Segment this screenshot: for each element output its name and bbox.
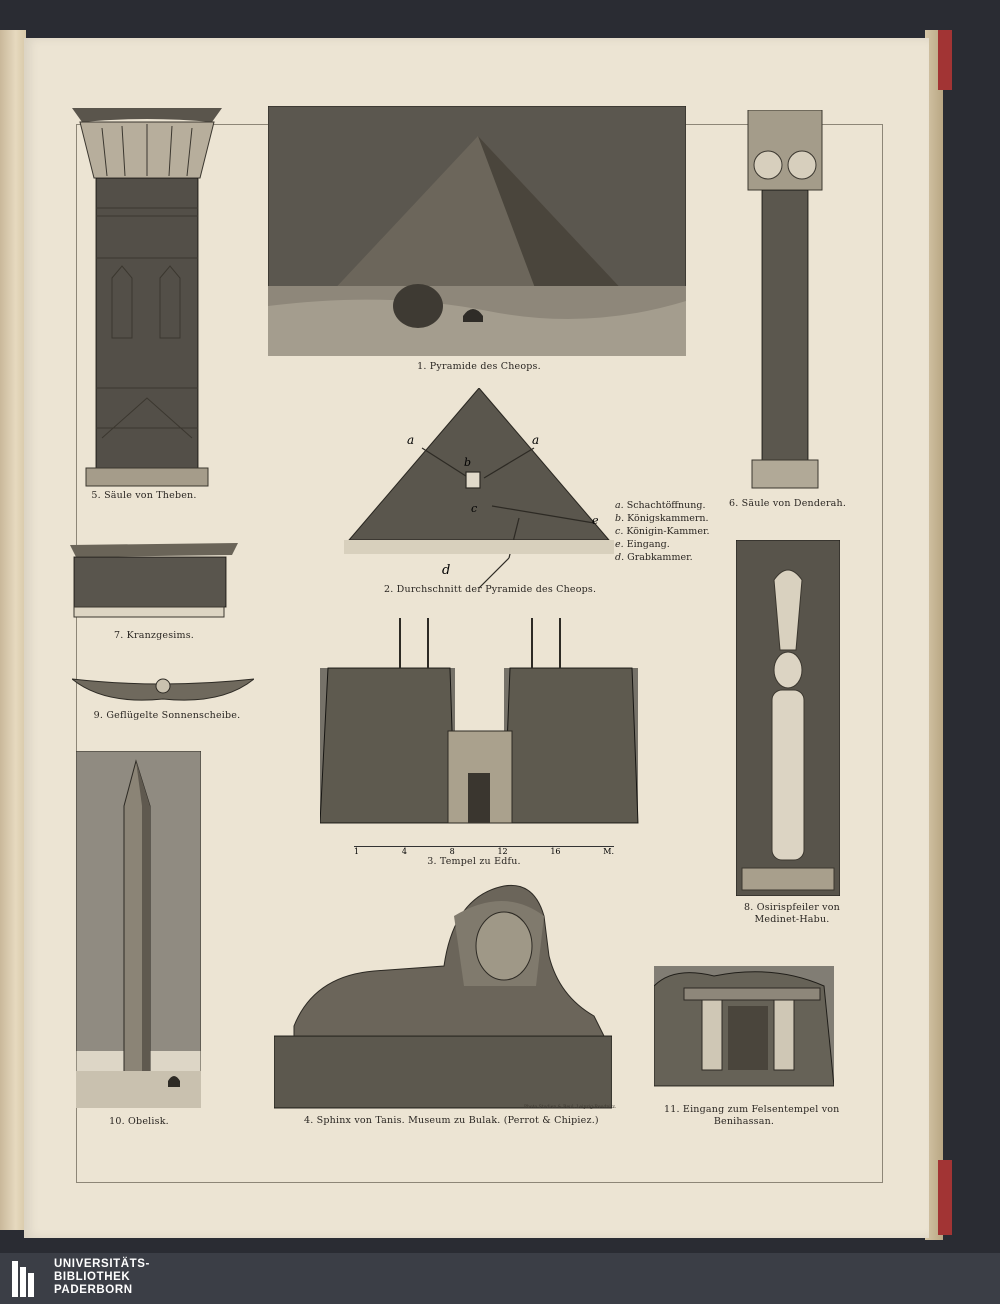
- scale-bar: [354, 846, 614, 856]
- caption-fig3: 3. Tempel zu Edfu.: [427, 856, 521, 867]
- library-logo-icon: [12, 1261, 42, 1297]
- library-name-line2: BIBLIOTHEK: [54, 1271, 131, 1283]
- section-label-a-right: a: [532, 433, 540, 447]
- cover-corner-top: [938, 30, 952, 90]
- caption-fig8-line2: Medinet-Habu.: [754, 914, 830, 925]
- legend-item: c. Königin-Kammer.: [615, 526, 710, 537]
- section-label-e: e: [592, 514, 599, 527]
- caption-fig4: 4. Sphinx von Tanis. Museum zu Bulak. (Perrot & Chipiez.): [304, 1115, 599, 1126]
- rock-temple-benihassan-illustration: [654, 966, 834, 1096]
- scale-tick: 1: [354, 847, 360, 856]
- scale-tick: 16: [550, 847, 561, 856]
- legend-item: a. Schachtöffnung.: [615, 500, 706, 511]
- caption-fig2: 2. Durchschnitt der Pyramide des Cheops.: [384, 584, 597, 595]
- winged-sun-disk-illustration: [72, 675, 254, 707]
- library-name-line3: PADERBORN: [54, 1284, 133, 1296]
- engraver-credit: Photo Studien & Reul, Leipzig-Reudnitz.: [524, 1105, 617, 1110]
- scale-tick: 8: [449, 847, 455, 856]
- section-label-b: b: [464, 456, 472, 469]
- legend-item: e. Eingang.: [615, 539, 670, 550]
- cornice-illustration: [70, 543, 238, 621]
- section-legend: [615, 499, 709, 564]
- caption-fig10: 10. Obelisk.: [109, 1116, 169, 1127]
- pyramid-section-diagram: [344, 388, 614, 588]
- plate-page: [24, 38, 929, 1238]
- osiris-pillar-illustration: [736, 540, 840, 896]
- scale-tick: 12: [497, 847, 508, 856]
- column-denderah-illustration: [740, 110, 830, 490]
- sphinx-tanis-illustration: [274, 876, 612, 1114]
- caption-fig1: 1. Pyramide des Cheops.: [417, 361, 541, 372]
- legend-item: b. Königskammern.: [615, 513, 709, 524]
- section-label-d: d: [442, 563, 451, 578]
- caption-fig7: 7. Kranzgesims.: [113, 630, 195, 641]
- section-label-a-left: a: [407, 433, 415, 447]
- caption-fig11-line2: Benihassan.: [713, 1116, 775, 1127]
- scale-tick: 4: [401, 847, 407, 856]
- book-spine: [0, 30, 26, 1230]
- cover-corner-bottom: [938, 1160, 952, 1235]
- library-name-line1: UNIVERSITÄTS-: [54, 1258, 150, 1270]
- section-label-c: c: [471, 502, 478, 515]
- caption-fig9: 9. Geflügelte Sonnenscheibe.: [93, 710, 241, 721]
- pyramid-cheops-illustration: [268, 106, 686, 356]
- column-thebes-illustration: [72, 108, 222, 488]
- caption-fig6: 6. Säule von Denderah.: [729, 498, 847, 509]
- library-footer: [0, 1253, 1000, 1304]
- obelisk-illustration: [76, 751, 201, 1108]
- caption-fig8-line1: 8. Osirispfeiler von: [744, 902, 840, 913]
- temple-edfu-illustration: [320, 613, 652, 845]
- caption-fig11-line1: 11. Eingang zum Felsentempel von: [664, 1104, 840, 1115]
- scale-unit: M.: [603, 847, 614, 856]
- legend-item: d. Grabkammer.: [615, 552, 693, 563]
- caption-fig5: 5. Säule von Theben.: [91, 490, 197, 501]
